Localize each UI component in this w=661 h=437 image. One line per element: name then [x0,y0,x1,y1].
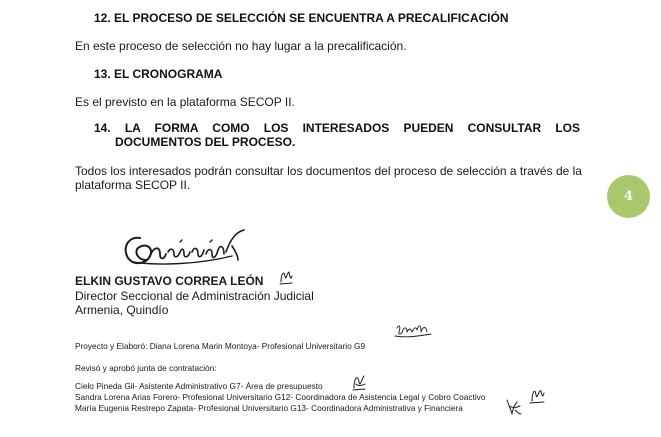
reviewer-3: María Eugenia Restrepo Zapata- Profesional Universitario G13- Coordinadora Administrativa y Financiera [75,403,463,413]
reviewer-1: Cielo Pineda Gil- Asistente Administrativo G7- Área de presupuesto [75,381,323,391]
section-14-body-line2: plataforma SECOP II. [75,178,191,192]
page-number-badge: 4 [607,175,650,218]
projected-by: Proyecto y Elaboró: Diana Lorena Marin Montoya- Profesional Universitario G9 [75,341,366,351]
initials-icon [393,322,433,342]
section-13-body: Es el previsto en la plataforma SECOP II. [75,95,295,109]
section-14-body-line1: Todos los interesados podrán consultar los documentos del proceso de selección a través de la [75,164,582,178]
reviewed-heading: Revisó y aprobó junta de contratación: [75,363,217,373]
initials-icon [278,268,294,286]
section-12-body: En este proceso de selección no hay lugar a la precalificación. [75,39,407,53]
section-14-heading-text: 14. LA FORMA COMO LOS INTERESADOS PUEDEN CONSULTAR LOS [94,121,580,135]
signer-name: ELKIN GUSTAVO CORREA LEÓN [75,274,264,288]
signature-icon [120,226,260,272]
signer-title: Director Seccional de Administración Judicial [75,289,314,303]
reviewer-2: Sandra Lorena Arias Forero- Profesional Universitario G12- Coordinadora de Asistencia Legal y Cobro Coactivo [75,392,486,402]
section-12-heading: 12. EL PROCESO DE SELECCIÓN SE ENCUENTRA A PRECALIFICACIÓN [94,11,509,25]
initials-icon [503,396,523,418]
initials-icon [528,385,546,405]
signer-location: Armenia, Quindío [75,303,169,317]
section-14-heading-line2: DOCUMENTOS DEL PROCESO. [115,135,296,149]
section-13-heading: 13. EL CRONOGRAMA [94,67,223,81]
initials-icon [350,372,368,392]
section-14-heading-line1 [94,121,580,135]
